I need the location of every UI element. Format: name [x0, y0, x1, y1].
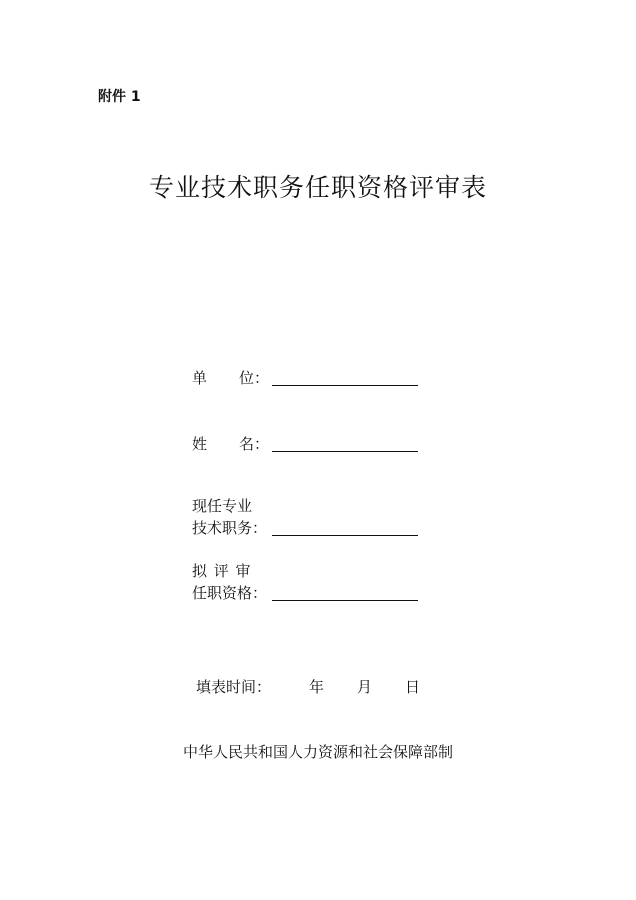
- date-label: 填表时间：: [196, 678, 272, 696]
- proposed-label-text: 任职资格: [192, 584, 253, 602]
- current-title-label-colon: ：: [252, 519, 268, 537]
- current-title-input-line[interactable]: [272, 535, 418, 536]
- current-title-label-line2: [192, 517, 267, 539]
- date-year: 年: [309, 678, 325, 696]
- proposed-label-line2: [192, 582, 267, 604]
- date-day: 日: [405, 678, 421, 696]
- proposed-label-colon: ：: [252, 584, 268, 602]
- unit-label-colon: ：: [254, 369, 270, 387]
- proposed-label-line1: 拟 评 审: [192, 562, 251, 580]
- date-month: 月: [357, 678, 373, 696]
- name-label-colon: ：: [254, 435, 270, 453]
- unit-label-char2: 位: [239, 369, 255, 387]
- name-label-char2: 名: [239, 435, 255, 453]
- name-input-line[interactable]: [272, 451, 418, 452]
- unit-label: [192, 367, 269, 389]
- name-label-char1: 姓: [192, 435, 208, 453]
- form-title: 专业技术职务任职资格评审表: [148, 173, 487, 202]
- proposed-input-line[interactable]: [272, 600, 418, 601]
- unit-label-char1: 单: [192, 369, 208, 387]
- current-title-label-line1: 现任专业: [192, 497, 253, 515]
- current-title-label-text: 技术职务: [192, 519, 253, 537]
- name-label: [192, 433, 269, 455]
- issuer-line: 中华人民共和国人力资源和社会保障部制: [182, 743, 453, 761]
- attachment-label: 附件 1: [98, 89, 141, 105]
- unit-input-line[interactable]: [272, 385, 418, 386]
